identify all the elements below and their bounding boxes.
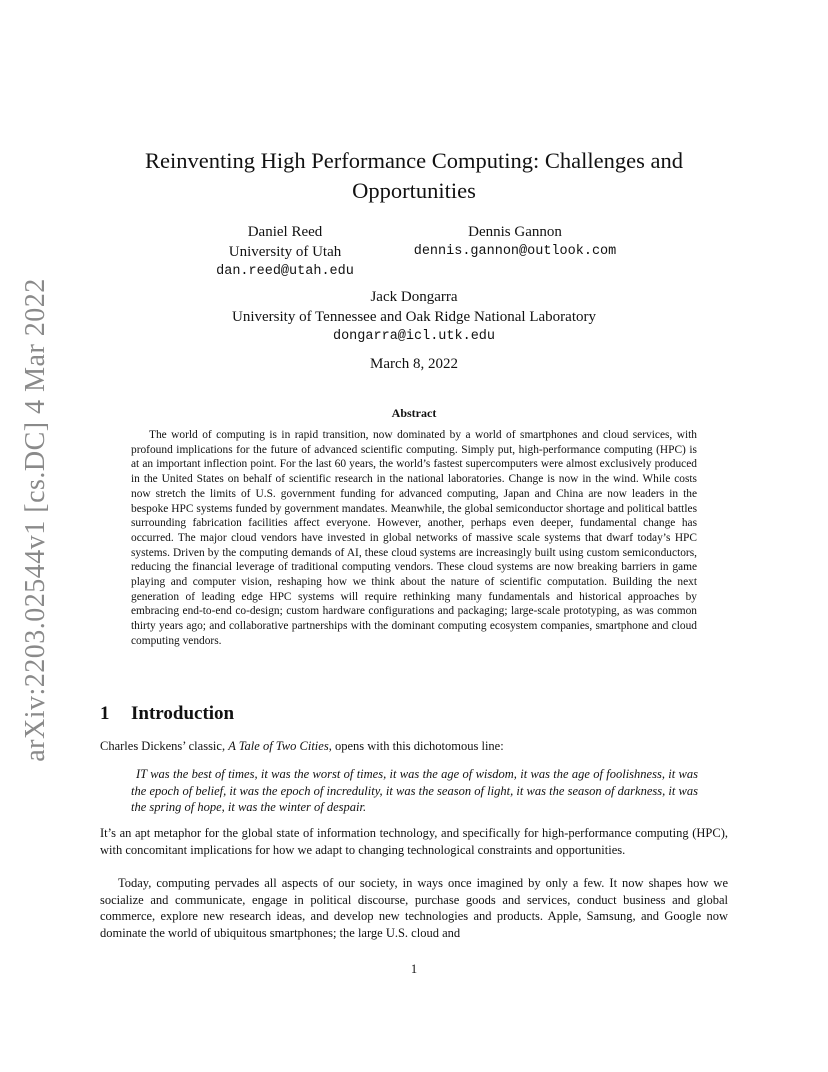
- intro-line: [100, 738, 728, 755]
- author-name: Daniel Reed: [247, 224, 323, 240]
- section-title: Introduction: [131, 703, 235, 724]
- intro-text-after: , opens with this dichotomous line:: [328, 739, 504, 753]
- section-heading: [100, 703, 234, 725]
- author-affiliation: University of Tennessee and Oak Ridge National Laboratory: [232, 309, 596, 325]
- publication-date: March 8, 2022: [370, 356, 458, 372]
- body-paragraph: It’s an apt metaphor for the global state of information technology, and specifically for high-performance computing (HPC), with concomitant implications for how we adapt to changing technological constraints and opportunities.: [100, 826, 728, 857]
- author-affiliation: University of Utah: [228, 244, 342, 260]
- author-block-reed: [185, 222, 385, 282]
- author-email[interactable]: dennis.gannon@outlook.com: [413, 244, 617, 259]
- arxiv-identifier-text: arXiv:2203.02544v1 [cs.DC] 4 Mar 2022: [20, 278, 51, 762]
- body-paragraph: Today, computing pervades all aspects of our society, in ways once imagined by only a few. It now shapes how we socialize and communicate, engage in political discourse, purchase goods and services, conduct business and global commerce, explore new research ideas, and develop new technologies and products. Apple, Samsung, and Google now dominate the world of ubiquitous smartphones; the large U.S. cloud and: [100, 876, 728, 940]
- author-block-dongarra: [150, 287, 678, 347]
- author-email[interactable]: dan.reed@utah.edu: [216, 264, 354, 279]
- abstract-heading: Abstract: [391, 406, 437, 420]
- intro-text-before: Charles Dickens’ classic,: [100, 739, 229, 753]
- arxiv-identifier: [16, 278, 56, 762]
- page-number: 1: [410, 962, 418, 976]
- author-name: Dennis Gannon: [468, 224, 562, 240]
- paper-title: Reinventing High Performance Computing: Challenges and Opportunities: [144, 148, 684, 203]
- author-email[interactable]: dongarra@icl.utk.edu: [332, 329, 496, 344]
- book-title: A Tale of Two Cities: [228, 739, 329, 753]
- author-name: Jack Dongarra: [370, 289, 458, 305]
- abstract-text: The world of computing is in rapid transition, now dominated by a world of smartphones and cloud services, with profound implications for the future of advanced scientific computing. Simply put, high-performance computing (HPC) is at an important inflection point. For the last 60 years, the world’s fastest supercomputers were almost exclusively produced in the United States on behalf of scientific research in the national laboratories. Change is now in the wind. While costs now stretch the limits of U.S. government funding for advanced computing, Japan and China are now leaders in the bespoke HPC systems funded by government mandates. Meanwhile, the global semiconductor shortage and political battles surrounding fabrication facilities affect everyone. However, another, perhaps even deeper, fundamental change has occurred. The major cloud vendors have invested in global networks of massive scale systems that dwarf today’s HPC systems. Driven by the computing demands of AI, these cloud systems are increasingly built using custom semiconductors, reducing the financial leverage of traditional computing vendors. These cloud systems are now breaking barriers in game playing and computer vision, reshaping how we think about the nature of scientific computation. Building the next generation of leading edge HPC systems will require rethinking many fundamentals and historical approaches by embracing end-to-end co-design; custom hardware configurations and packaging; large-scale prototyping, as was common thirty years ago; and collaborative partnerships with the dominant computing ecosystem companies, smartphone and cloud computing vendors.: [131, 429, 697, 647]
- author-block-gannon: [390, 222, 640, 262]
- dickens-quote: IT was the best of times, it was the worst of times, it was the age of wisdom, it was the age of foolishness, it was the epoch of belief, it was the epoch of incredulity, it was the season of light, it was the season of darkness, it was the spring of hope, it was the winter of despair.: [131, 767, 698, 815]
- section-number: 1: [100, 703, 110, 724]
